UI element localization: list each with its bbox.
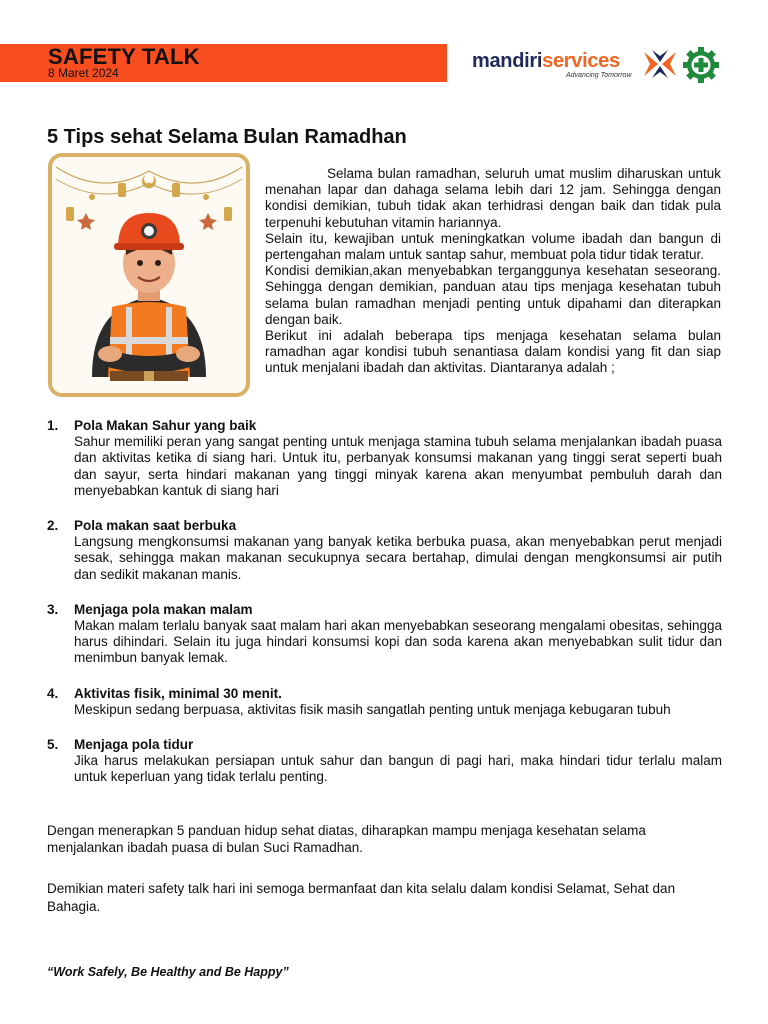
tip-item [47, 737, 722, 786]
tip-number: 1. [47, 418, 59, 433]
tip-title: Menjaga pola tidur [74, 737, 194, 753]
logo-wordmark [472, 50, 620, 72]
closing-paragraph: Demikian materi safety talk hari ini semoga bermanfaat dan kita selalu dalam kondisi Selamat, Sehat dan Bahagia. [47, 881, 676, 914]
page-heading: 5 Tips sehat Selama Bulan Ramadhan [47, 126, 407, 148]
intro-text [265, 166, 721, 377]
tip-item [47, 602, 722, 667]
tip-body: Langsung mengkonsumsi makanan yang banyak ketika berbuka puasa, akan menyebabkan perut menjadi sesak, sehingga makan makanan secukupnya secara bertahap, dimulai dengan mengkonsumsi air putih dan sedikit makanan manis. [74, 534, 722, 582]
intro-paragraph: Selain itu, kewajiban untuk meningkatkan volume ibadah dan bangun di pertengahan malam untuk santap sahur, membuat pola tidur tidak teratur. [265, 230, 721, 263]
tip-title: Pola Makan Sahur yang baik [74, 418, 257, 433]
tip-item [47, 518, 722, 583]
logo-word-part2: services [542, 50, 620, 72]
intro-paragraph: Selama bulan ramadhan, seluruh umat muslim diharuskan untuk menahan lapar dan dahaga selama lebih dari 12 jam. Sehingga dengan kondisi demikian, tubuh tidak akan terhidrasi dengan baik dan tidak pula terpenuhi kebutuhan vitamin hariannya. [265, 166, 721, 230]
tip-body: Jika harus melakukan persiapan untuk sahur dan bangun di pagi hari, maka hindari tidur terlalu malam untuk keperluan yang tidak terlalu penting. [74, 753, 722, 785]
tip-number: 3. [47, 601, 59, 617]
worker-illustration-frame [48, 153, 250, 397]
intro-paragraph: Kondisi demikian,akan menyebabkan terganggunya kesehatan seseorang. Sehingga dengan demikian, panduan atau tips menjaga kesehatan tubuh selama bulan ramadhan menjadi penting untuk dipahami dan diterapkan dengan baik. [265, 263, 721, 327]
logo-tagline: Advancing Tomorrow [566, 72, 632, 79]
tips-list [47, 418, 722, 805]
mandiri-bow-icon [642, 46, 678, 82]
tip-body: Sahur memiliki peran yang sangat penting untuk menjaga stamina tubuh selama menjalankan ibadah puasa dan aktivitas ketika di siang hari. Untuk itu, perbanyak konsumsi makanan yang tinggi serat seperti buah dan sayur, serta hindari makanan yang tinggi minyak karena akan menyumbat pembuluh darah dan menyebabkan kantuk di siang hari [74, 434, 722, 498]
company-logo [472, 46, 724, 84]
tip-title: Menjaga pola makan malam [74, 601, 253, 617]
tip-number: 5. [47, 737, 59, 753]
closing-paragraph: Dengan menerapkan 5 panduan hidup sehat diatas, diharapkan mampu menjaga kesehatan selama menjalankan ibadah puasa di bulan Suci Ramadhan. [47, 823, 646, 855]
tip-number: 2. [47, 518, 59, 534]
document-title: SAFETY TALK [48, 44, 200, 69]
header-banner [0, 44, 447, 82]
tip-item [47, 686, 722, 718]
tip-body: Makan malam terlalu banyak saat malam hari akan menyebabkan seseorang mengalami obesitas, sehingga harus dihindari. Selain itu juga hindari konsumsi kopi dan soda karena akan menyebabkan sulit tidur dan menimbun banyak lemak. [74, 618, 722, 666]
logo-word-part1: mandiri [472, 50, 543, 72]
safety-gear-cross-icon [682, 46, 720, 84]
tip-item [47, 418, 722, 499]
tip-title: Pola makan saat berbuka [74, 518, 237, 534]
tip-body: Meskipun sedang berpuasa, aktivitas fisik masih sangatlah penting untuk menjaga kebugaran tubuh [74, 701, 671, 717]
tip-number: 4. [47, 685, 59, 701]
tip-title: Aktivitas fisik, minimal 30 menit. [74, 685, 282, 701]
footer-motto: “Work Safely, Be Healthy and Be Happy” [47, 965, 289, 979]
construction-worker-illustration [52, 157, 246, 393]
intro-paragraph: Berikut ini adalah beberapa tips menjaga kesehatan selama bulan ramadhan agar kondisi tubuh senantiasa dalam kondisi yang fit dan siap untuk menjalani ibadah dan aktivitas. Diantaranya adalah ; [265, 328, 721, 376]
document-date: 8 Maret 2024 [48, 66, 119, 80]
